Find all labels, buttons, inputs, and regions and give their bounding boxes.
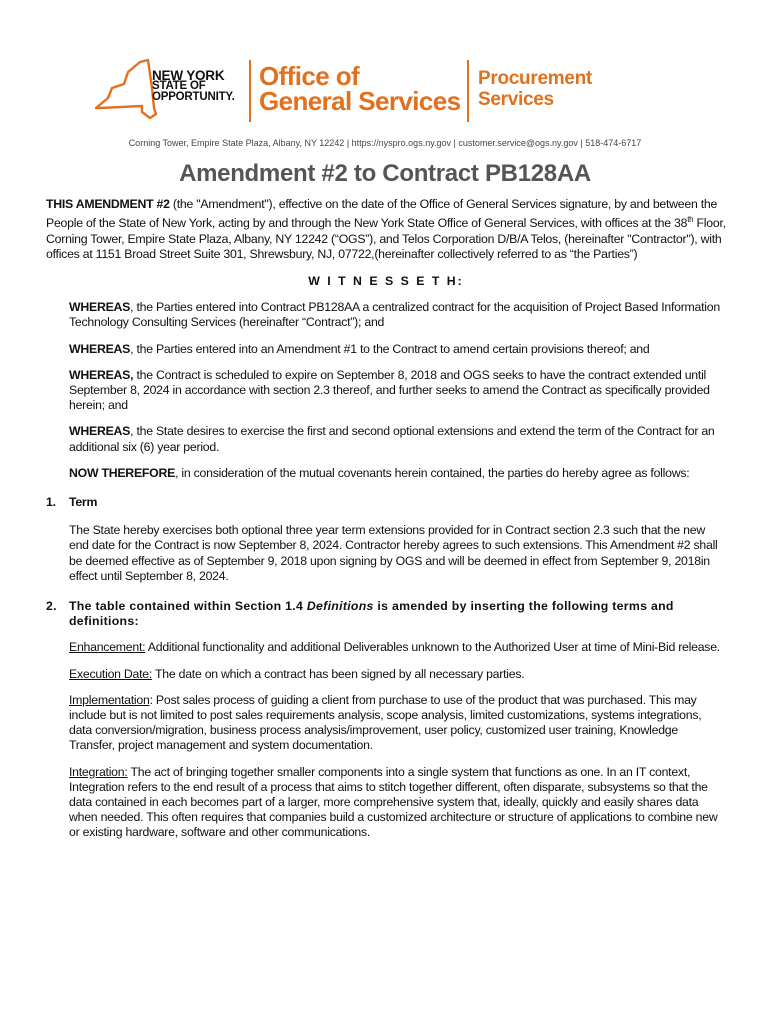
definition-term: Execution Date: (69, 666, 153, 681)
whereas-text: , the Parties entered into Contract PB128AA a centralized contract for the acquisition of Project Based Information Technology Consulting Services (hereinafter “Contract”); and (69, 300, 720, 330)
nys-line-2: STATE OF (152, 80, 206, 92)
definition-text: : Post sales process of guiding a client from purchase to use of the product that was purchased. This may include but is not limited to post sales requirements analysis, scope analysis, limited customizations, systems integrations, data conversion/migration, business process analysis/improvement, user policy, customized user training, Knowledge Transfer, project management and system documentation. (69, 692, 702, 753)
now-therefore-clause (69, 466, 726, 481)
definition-item (69, 667, 726, 682)
definition-term: Implementation (69, 692, 150, 707)
ogs-wordmark (259, 61, 461, 116)
section-1-body: The State hereby exercises both optional three year term extensions provided for in Contract section 2.3 such that the new end date for the Contract is now September 8, 2024. Contractor hereby agrees to such extensions. This Amendment #2 shall be deemed effective as of September 9, 2018 upon signing by OGS and will be deemed in effect from September 9, 2018in effect until September 8, 2024. (69, 523, 718, 583)
definition-text: Additional functionality and additional Deliverables unknown to the Authorized User at time of Mini-Bid release. (145, 640, 720, 655)
whereas-lead: WHEREAS (69, 300, 131, 315)
nys-line-1: NEW YORK (152, 68, 225, 83)
intro-lead: THIS AMENDMENT #2 (46, 197, 170, 211)
letterhead (90, 52, 650, 132)
contact-line: Corning Tower, Empire State Plaza, Albany, NY 12242 | https://nyspro.ogs.ny.gov | customer.service@ogs.ny.gov | 518-474-6717 (128, 138, 642, 148)
now-therefore-lead: NOW THEREFORE (69, 465, 176, 480)
definition-text: The date on which a contract has been signed by all necessary parties. (152, 666, 525, 681)
whereas-lead: WHEREAS, (69, 367, 134, 382)
section-2-number: 2. (46, 598, 57, 613)
logo-divider (467, 60, 469, 122)
whereas-clause (69, 368, 726, 414)
whereas-clause (69, 342, 726, 357)
logo-divider (249, 60, 251, 122)
document-body (46, 197, 726, 852)
whereas-clause (69, 424, 726, 454)
whereas-lead: WHEREAS (69, 341, 131, 356)
definition-term: Integration: (69, 764, 128, 779)
definition-item (69, 765, 726, 841)
definition-term: Enhancement: (69, 640, 146, 655)
section-1-title: Term (69, 494, 98, 509)
intro-paragraph (46, 197, 726, 262)
definition-item (69, 693, 726, 754)
section-2-title (69, 599, 726, 629)
definition-item (69, 640, 726, 655)
ogs-line-2: General Services (259, 86, 461, 116)
whereas-clause (69, 300, 726, 330)
whereas-text: , the State desires to exercise the first and second optional extensions and extend the term of the Contract for an additional six (6) year period. (69, 424, 715, 454)
nys-line-3: OPPORTUNITY. (152, 91, 235, 103)
proc-line-2: Services (478, 89, 554, 110)
intro-sup: th (687, 215, 694, 225)
now-therefore-text: , in consideration of the mutual covenants herein contained, the parties do hereby agree as follows: (175, 465, 690, 480)
section-1-heading (46, 495, 726, 510)
nys-wordmark (152, 70, 235, 103)
whereas-text: , the Parties entered into an Amendment #1 to the Contract to amend certain provisions thereof; and (130, 341, 650, 356)
ogs-line-1: Office of (259, 61, 360, 91)
procurement-wordmark (478, 68, 592, 110)
proc-line-1: Procurement (478, 68, 592, 89)
intro-text-b: Floor, Corning Tower, Empire State Plaza, Albany, NY 12242 (“OGS”), and Telos Corporation D/B/A Telos, (hereinafter "Contractor"), with offices at 1151 Broad Street Suite 301, Shrewsbury, NJ, 07722,(hereinafter collectively referred to as “the Parties”) (46, 216, 726, 261)
witnesseth-heading: W I T N E S S E T H: (308, 273, 464, 288)
whereas-lead: WHEREAS (69, 424, 131, 439)
section-2-title-a: The table contained within Section 1.4 (69, 598, 307, 613)
section-2-title-italic: Definitions (306, 598, 374, 613)
document-title: Amendment #2 to Contract PB128AA (179, 160, 591, 187)
whereas-text: the Contract is scheduled to expire on September 8, 2018 and OGS seeks to have the contract extended until September 8, 2024 in accordance with section 2.3 thereof, and further seeks to amend the Contract as specifically provided herein; and (69, 367, 710, 413)
section-2-title-b: is amended by inserting the following terms and definitions: (69, 598, 674, 629)
intro-text-a: (the "Amendment"), effective on the date of the Office of General Services signature, by and between the People of the State of New York, acting by and through the New York State Office of General Services, with offices at the 38 (46, 197, 718, 231)
new-york-state-map-logo (90, 58, 160, 122)
section-1-number: 1. (46, 494, 56, 509)
definition-text: The act of bringing together smaller components into a single system that functions as one. In an IT context, Integration refers to the end result of a process that aims to stitch together different, often disparate, subsystems so that the data contained in each becomes part of a larger, more comprehensive system that, ideally, quickly and easily shares data when needed. This often requires that companies build a customized architecture or structure of applications to combine new or existing hardware, software and other communications. (69, 764, 718, 840)
section-2-heading (46, 599, 726, 629)
